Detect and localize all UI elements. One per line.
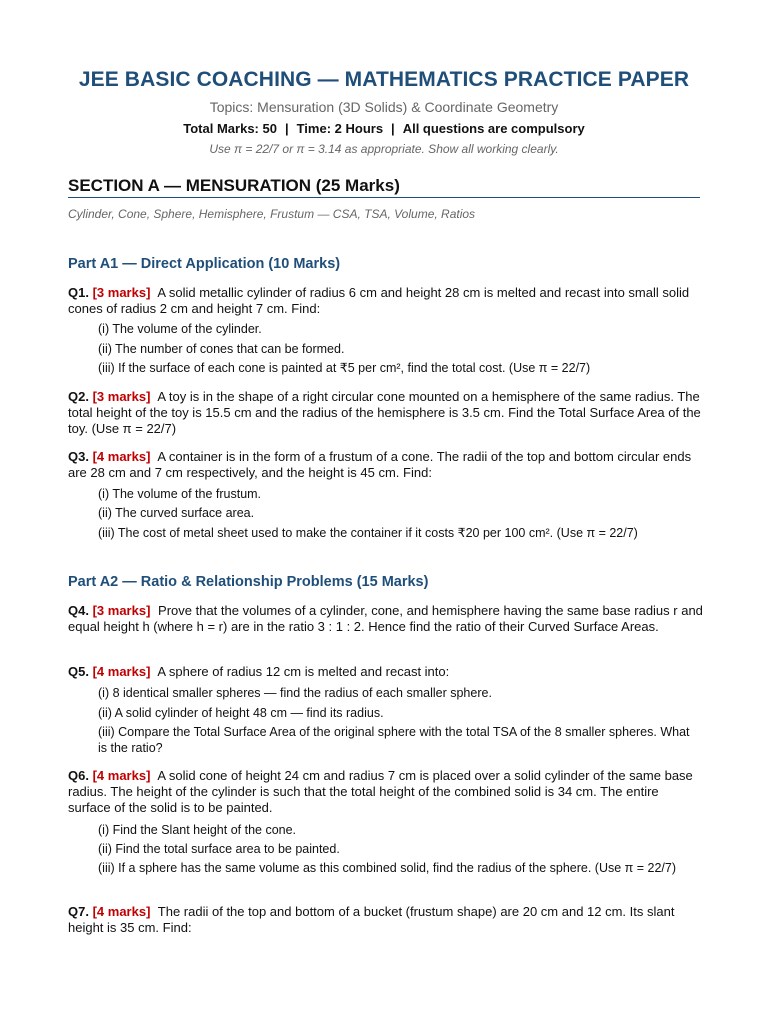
question-number: Q7.	[68, 904, 89, 919]
question-q2	[68, 389, 704, 438]
sub-question: (ii) The number of cones that can be formed.	[98, 342, 345, 356]
marks-badge: [4 marks]	[92, 449, 151, 464]
sub-question: (i) The volume of the frustum.	[98, 487, 262, 501]
part-a1-title: Part A1 — Direct Application (10 Marks)	[68, 256, 341, 272]
question-text: A solid cone of height 24 cm and radius 7 cm is placed over a solid cylinder of the same base radius. The height of the cylinder is such that the total height of the combined solid is 34 cm. The entire surface of the solid is to be painted.	[68, 768, 693, 816]
question-q6	[68, 768, 704, 817]
section-a-title: SECTION A — MENSURATION (25 Marks)	[68, 176, 400, 195]
marks-badge: [4 marks]	[92, 768, 151, 783]
question-text: A sphere of radius 12 cm is melted and recast into:	[157, 664, 450, 679]
marks-badge: [4 marks]	[92, 904, 151, 919]
marks-badge: [4 marks]	[92, 664, 151, 679]
question-q7	[68, 904, 704, 936]
question-text: A toy is in the shape of a right circular cone mounted on a hemisphere of the same radius. The total height of the toy is 15.5 cm and the radius of the hemisphere is 3.5 cm. Find the Total Surface Area of the toy. (Use π = 22/7)	[68, 389, 701, 437]
sub-question: (i) 8 identical smaller spheres — find the radius of each smaller sphere.	[98, 686, 492, 700]
sub-question: (i) Find the Slant height of the cone.	[98, 823, 297, 837]
sub-question: (i) The volume of the cylinder.	[98, 322, 262, 336]
question-q3	[68, 449, 704, 481]
marks-badge: [3 marks]	[92, 603, 151, 618]
sub-question: (ii) Find the total surface area to be painted.	[98, 842, 340, 856]
section-divider	[68, 197, 700, 198]
question-text: A container is in the form of a frustum of a cone. The radii of the top and bottom circular ends are 28 cm and 7 cm respectively, and the height is 45 cm. Find:	[68, 449, 692, 481]
question-q1	[68, 285, 704, 317]
question-q4	[68, 603, 704, 635]
question-text: Prove that the volumes of a cylinder, cone, and hemisphere having the same base radius r and equal height h (where h = r) are in the ratio 3 : 1 : 2. Hence find the ratio of their Curved Surface Areas.	[68, 603, 703, 635]
sub-question: (iii) If a sphere has the same volume as this combined solid, find the radius of the sphere. (Use π = 22/7)	[98, 861, 677, 875]
instruction-note: Use π = 22/7 or π = 3.14 as appropriate. Show all working clearly.	[209, 142, 559, 156]
paper-title: JEE BASIC COACHING — MATHEMATICS PRACTICE PAPER	[78, 68, 690, 91]
total-marks: Total Marks: 50	[183, 121, 277, 136]
question-text: A solid metallic cylinder of radius 6 cm and height 28 cm is melted and recast into small solid cones of radius 2 cm and height 7 cm. Find:	[68, 285, 690, 317]
sub-question: (iii) Compare the Total Surface Area of the original sphere with the total TSA of the 8 smaller spheres. What is the ratio?	[98, 725, 690, 755]
question-q5	[68, 664, 704, 680]
question-number: Q2.	[68, 389, 89, 404]
part-a2-title: Part A2 — Ratio & Relationship Problems (15 Marks)	[68, 574, 429, 590]
question-number: Q4.	[68, 603, 89, 618]
section-a-description: Cylinder, Cone, Sphere, Hemisphere, Frustum — CSA, TSA, Volume, Ratios	[68, 207, 476, 221]
meta-separator: |	[284, 121, 289, 136]
paper-meta-line	[0, 121, 768, 136]
sub-question: (ii) The curved surface area.	[98, 506, 255, 520]
question-number: Q6.	[68, 768, 89, 783]
compulsory-note: All questions are compulsory	[402, 121, 585, 136]
question-number: Q5.	[68, 664, 89, 679]
time-allowed: Time: 2 Hours	[296, 121, 384, 136]
sub-question: (iii) If the surface of each cone is painted at ₹5 per cm², find the total cost. (Use π = 22/7)	[98, 361, 591, 375]
sub-question: (iii) The cost of metal sheet used to make the container if it costs ₹20 per 100 cm². (Use π = 22/7)	[98, 526, 638, 540]
sub-question: (ii) A solid cylinder of height 48 cm — find its radius.	[98, 706, 384, 720]
question-number: Q1.	[68, 285, 89, 300]
marks-badge: [3 marks]	[92, 389, 151, 404]
marks-badge: [3 marks]	[92, 285, 151, 300]
meta-separator: |	[391, 121, 395, 136]
paper-subtitle: Topics: Mensuration (3D Solids) & Coordinate Geometry	[209, 99, 559, 115]
question-text: The radii of the top and bottom of a bucket (frustum shape) are 20 cm and 12 cm. Its slant height is 35 cm. Find:	[68, 904, 675, 936]
question-number: Q3.	[68, 449, 89, 464]
